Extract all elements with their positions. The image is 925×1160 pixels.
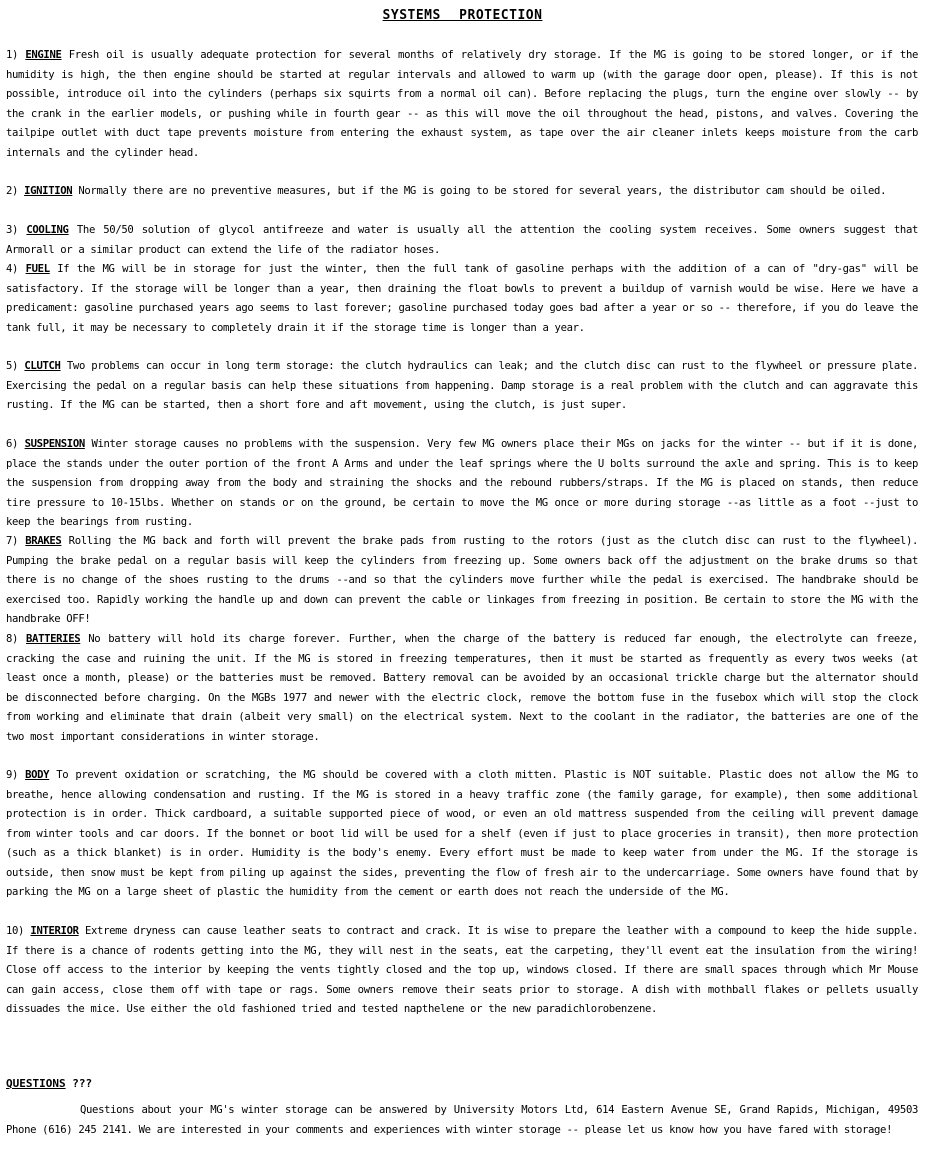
section-engine [6, 46, 918, 163]
questions-heading [6, 1077, 92, 1090]
section-ignition [6, 182, 918, 202]
section-number: 3) [6, 224, 19, 236]
section-number: 7) [6, 535, 19, 547]
section-cooling [6, 221, 918, 260]
questions-text: Questions about your MG's winter storage can be answered by University Motors Ltd, 614 Eastern Avenue SE, Grand Rapids, Michigan, 49503 Phone (616) 245 2141. We are interested in your comments and experiences with winter storage -- please let us know how you have fared with storage! [6, 1104, 918, 1136]
section-brakes [6, 532, 918, 630]
section-number: 2) [6, 185, 19, 197]
section-heading: SUSPENSION [24, 438, 85, 450]
section-interior [6, 922, 918, 1020]
section-text: No battery will hold its charge forever. Further, when the charge of the battery is reduced far enough, the electrolyte can freeze, cracking the case and ruining the unit. If the MG is stored in freezing temperatures, then it must be started as frequently as every twos weeks (at least once a month, please) or the batteries must be removed. Battery removal can be avoided by an occasional trickle charge but the alternator should be disconnected before charging. On the MGBs 1977 and newer with the electric clock, remove the bottom fuse in the fusebox which will stop the clock from working and eliminate that drain (albeit very small) on the electrical system. Next to the coolant in the radiator, the batteries are one of the two most important considerations in winter storage. [6, 633, 919, 743]
section-text: Extreme dryness can cause leather seats to contract and crack. It is wise to prepare the leather with a compound to keep the hide supple. If there is a chance of rodents getting into the MG, they will nest in the seats, eat the carpeting, they'll event eat the insulation from the wiring! Close off access to the interior by keeping the vents tightly closed and the top up, windows closed. If there are small spaces through which Mr Mouse can gain access, close them off with tape or rags. Some owners remove their seats prior to storage. A dish with mothball flakes or pellets usually dissuades the mice. Use either the old fashioned tried and tested napthelene or the new paradichlorobenzene. [6, 925, 918, 1015]
section-fuel [6, 260, 918, 338]
section-heading: INTERIOR [30, 925, 79, 937]
section-heading: IGNITION [24, 185, 73, 197]
section-suspension [6, 435, 918, 533]
section-number: 1) [6, 49, 19, 61]
questions-marks: ??? [72, 1077, 93, 1090]
section-number: 8) [6, 633, 19, 645]
section-text: Rolling the MG back and forth will prevent the brake pads from rusting to the rotors (just as the clutch disc can rust to the flywheel). Pumping the brake pedal on a regular basis will keep the cylinders from freezing up. Some owners back off the adjustment on the brake drums so that there is no change of the shoes rusting to the drums --and so that the cylinders move further while the pedal is exercised. The handbrake should be exercised too. Rapidly working the handle up and down can prevent the cable or linkages from freezing in position. Be certain to store the MG with the handbrake OFF! [6, 535, 919, 625]
section-heading: ENGINE [25, 49, 62, 61]
section-number: 9) [6, 769, 19, 781]
page-title: SYSTEMS PROTECTION [382, 8, 543, 23]
section-heading: BATTERIES [26, 633, 81, 645]
section-number: 5) [6, 360, 19, 372]
section-text: Normally there are no preventive measures, but if the MG is going to be stored for several years, the distributor cam should be oiled. [78, 185, 887, 197]
section-text: Winter storage causes no problems with the suspension. Very few MG owners place their MGs on jacks for the winter -- but if it is done, place the stands under the outer portion of the front A Arms and under the leaf springs where the U bolts surround the axle and spring. This is to keep the suspension from dropping away from the body and straining the shocks and the rebound rubbers/straps. If the MG is placed on stands, then reduce tire pressure to 10-15lbs. Whether on stands or on the ground, be certain to move the MG once or more during storage --as little as a foot --just to keep the bearings from rusting. [6, 438, 919, 528]
section-number: 10) [6, 925, 25, 937]
section-heading: BRAKES [25, 535, 62, 547]
section-text: Two problems can occur in long term storage: the clutch hydraulics can leak; and the clutch disc can rust to the flywheel or pressure plate. Exercising the pedal on a regular basis can help these situations from happening. Damp storage is a real problem with the clutch and can aggravate this rusting. If the MG can be started, then a short fore and aft movement, using the clutch, is just super. [6, 360, 918, 411]
section-text: To prevent oxidation or scratching, the MG should be covered with a cloth mitten. Plastic is NOT suitable. Plastic does not allow the MG to breathe, hence allowing condensation and rusting. If the MG is stored in a heavy traffic zone (the family garage, for example), then some additional protection is in order. Thick cardboard, a suitable supported piece of wood, or even an old mattress suspended from the ceiling will prevent damage from winter tools and car doors. If the bonnet or boot lid will be used for a shelf (even if just to place groceries in transit), then more protection (such as a thick blanket) is in order. Humidity is the body's enemy. Every effort must be made to keep water from under the MG. If the storage is outside, then snow must be kept from piling up against the sides, preventing the flow of fresh air to the undercarriage. Some owners have found that by parking the MG on a large sheet of plastic the humidity from the cement or earth does not reach the underside of the MG. [6, 769, 919, 898]
section-heading: COOLING [26, 224, 69, 236]
section-number: 6) [6, 438, 19, 450]
section-body [6, 766, 918, 903]
questions-heading-label: QUESTIONS [6, 1077, 66, 1090]
section-text: If the MG will be in storage for just the winter, then the full tank of gasoline perhaps with the addition of a can of "dry-gas" will be satisfactory. If the storage will be longer than a year, then draining the float bowls to prevent a buildup of varnish would be wise. Here we have a predicament: gasoline purchased years ago seems to last forever; gasoline purchased today goes bad after a year or so -- therefore, if you do leave the tank full, it may be necessary to completely drain it if the storage time is longer than a year. [6, 263, 918, 334]
section-heading: BODY [25, 769, 50, 781]
section-heading: FUEL [25, 263, 50, 275]
section-text: The 50/50 solution of glycol antifreeze and water is usually all the attention the cooling system receives. Some owners suggest that Armorall or a similar product can extend the life of the radiator hoses. [6, 224, 919, 256]
section-clutch [6, 357, 918, 416]
section-number: 4) [6, 263, 19, 275]
section-heading: CLUTCH [24, 360, 61, 372]
section-text: Fresh oil is usually adequate protection for several months of relatively dry storage. If the MG is going to be stored longer, or if the humidity is high, the then engine should be started at regular intervals and allowed to warm up (with the garage door open, please). If this is not possible, introduce oil into the cylinders (perhaps six squirts from a normal oil can). Before replacing the plugs, turn the engine over slowly -- by the crank in the earlier models, or pushing while in fourth gear -- as this will move the oil throughout the head, pistons, and valves. Covering the tailpipe outlet with duct tape prevents moisture from entering the exhaust system, as tape over the air cleaner inlets keeps moisture from the carb internals and the cylinder head. [6, 49, 919, 159]
section-batteries [6, 630, 918, 747]
